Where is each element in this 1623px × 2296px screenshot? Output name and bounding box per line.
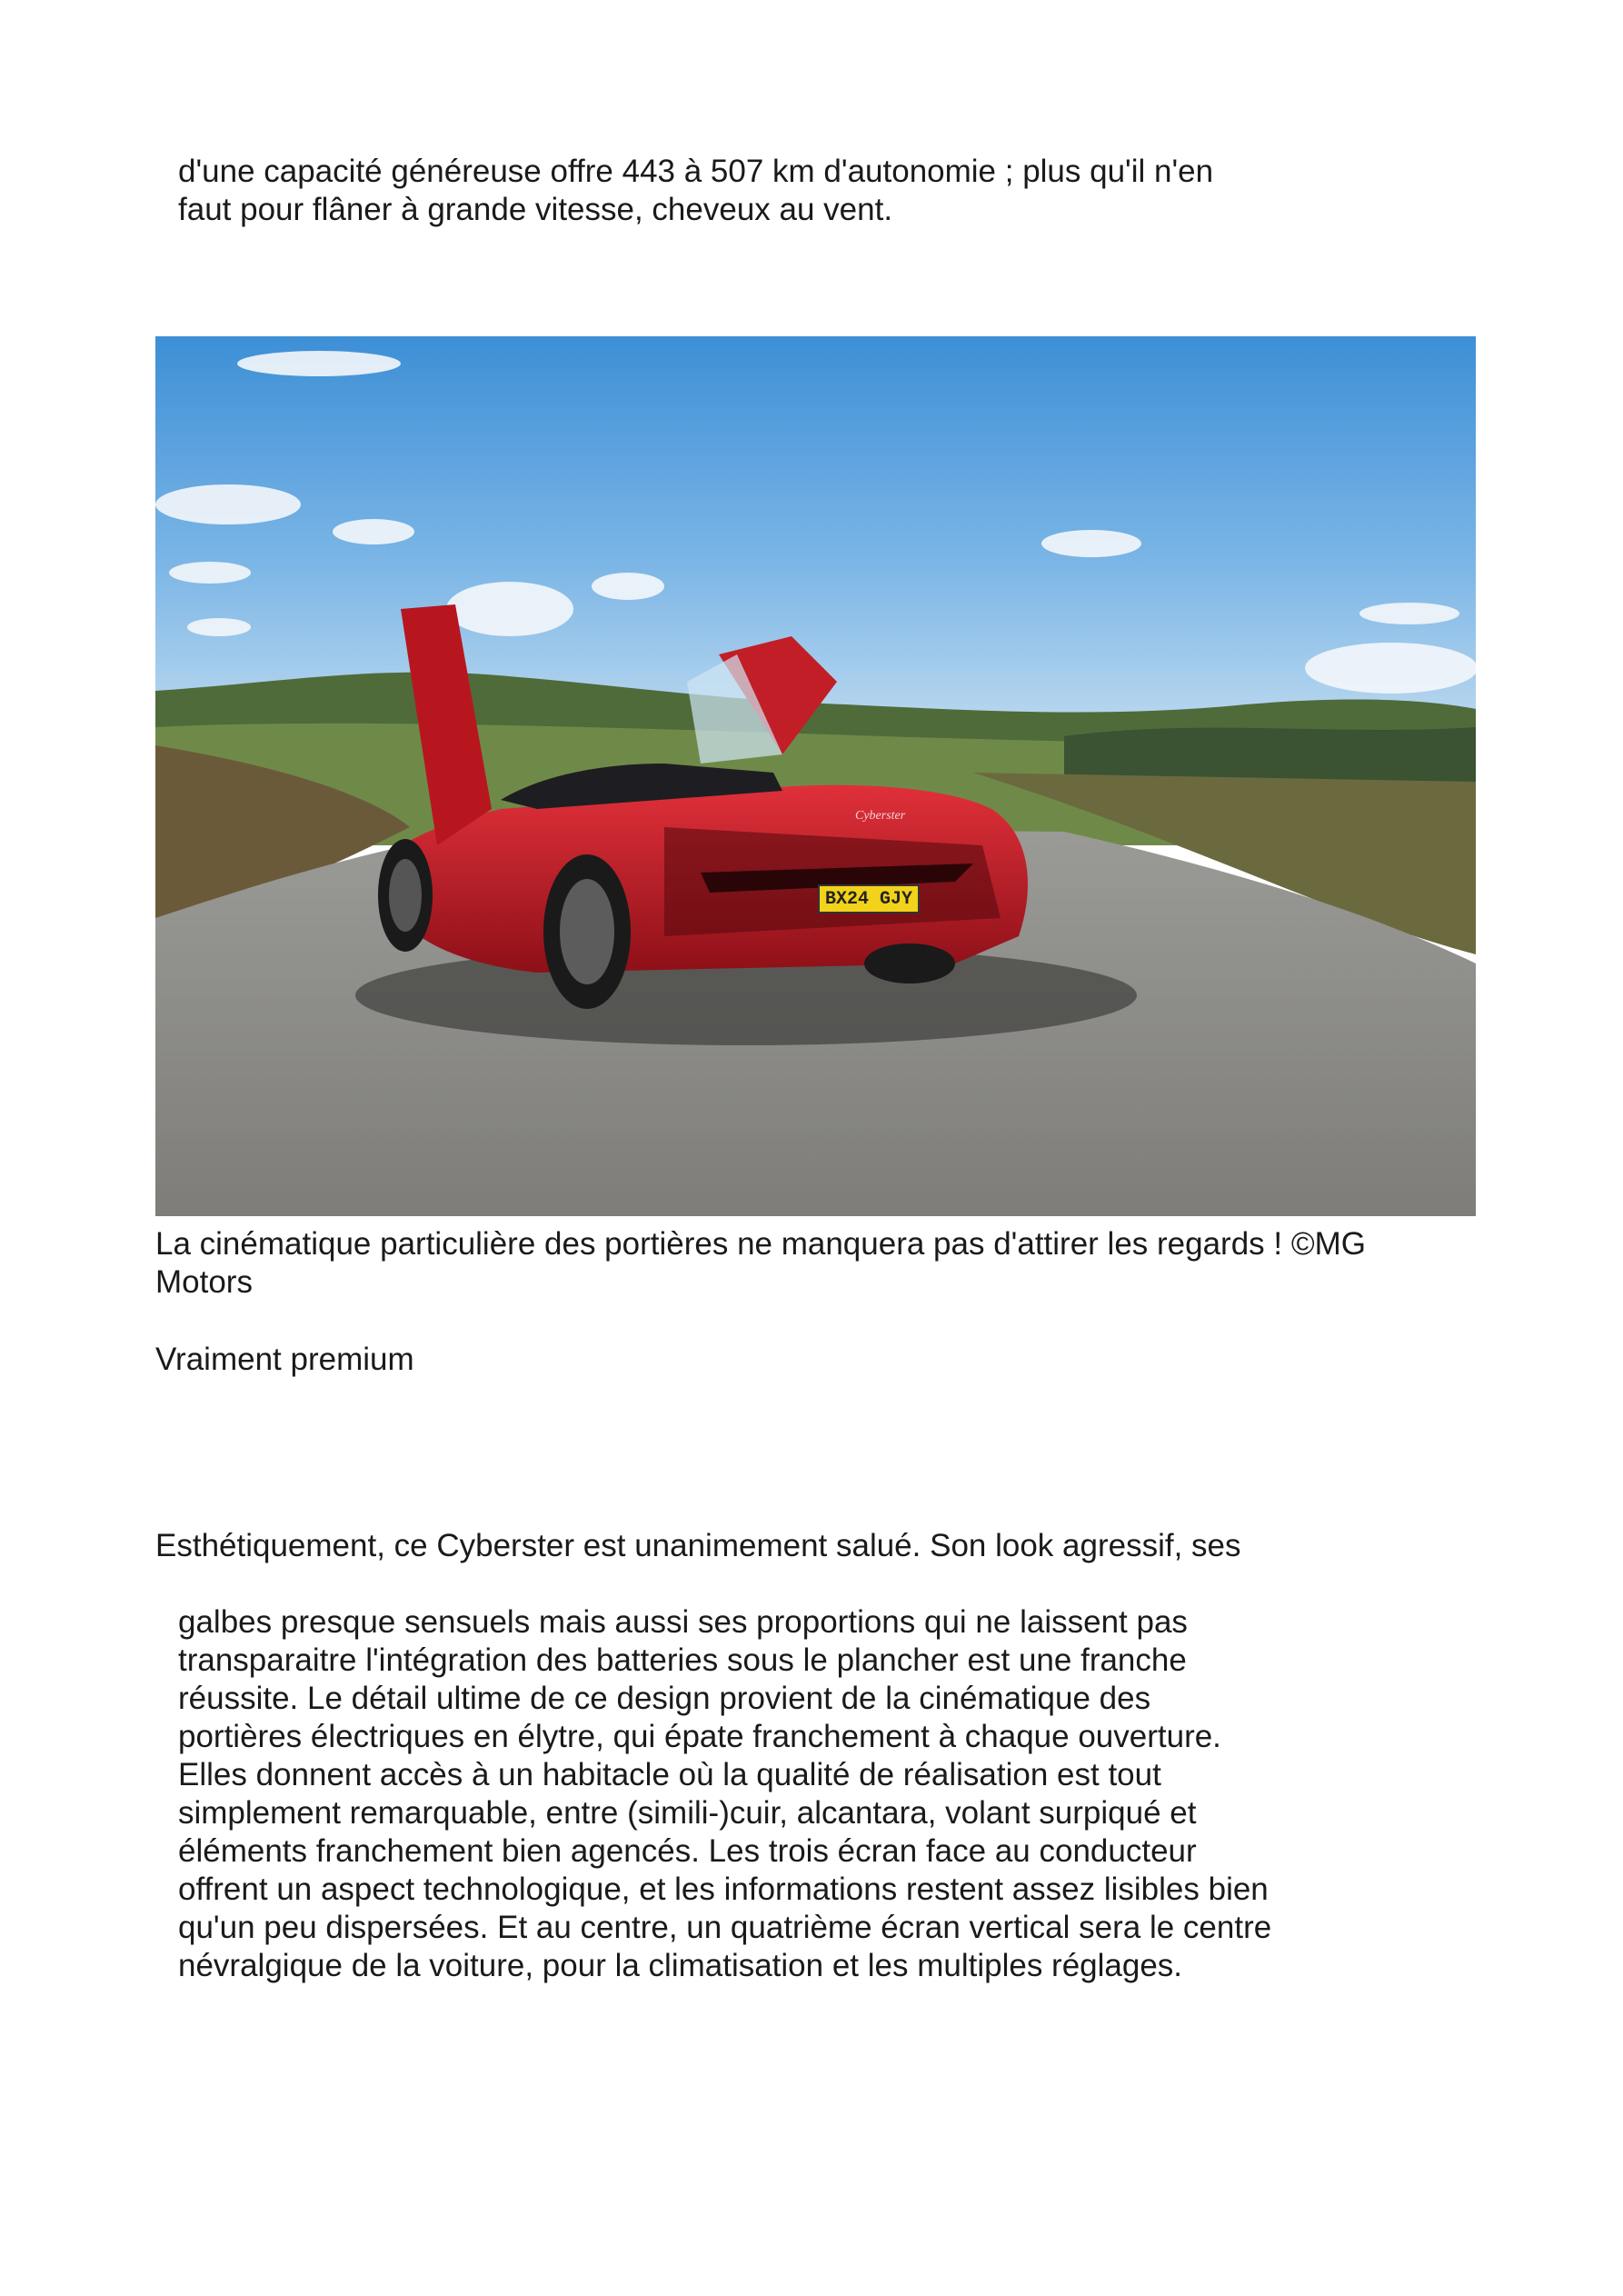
license-plate-text: BX24 GJY <box>824 889 912 910</box>
main-paragraph <box>155 1489 1337 2023</box>
section-heading: Vraiment premium <box>155 1342 414 1377</box>
photo-caption: La cinématique particulière des portières ne manquera pas d'attirer les regards ! ©MG Motors <box>155 1226 1367 1300</box>
car-photo-illustration <box>155 336 1476 1216</box>
main-paragraph-first-line: Esthétiquement, ce Cyberster est unanimement salué. Son look agressif, ses <box>155 1528 1241 1563</box>
car-badge-text: Cyberster <box>855 809 906 823</box>
car-photo <box>155 336 1476 1216</box>
intro-paragraph: d'une capacité généreuse offre 443 à 507 km d'autonomie ; plus qu'il n'en faut pour flâner à grande vitesse, cheveux au vent. <box>178 154 1214 227</box>
main-paragraph-body: galbes presque sensuels mais aussi ses proportions qui ne laissent pas transparaitre l'intégration des batteries sous le plancher est une franche réussite. Le détail ultime de ce design provient de la cinématique des portières électriques en élytre, qui épate franchement à chaque ouverture. Elles donnent accès à un habitacle où la qualité de réalisation est tout simplement remarquable, entre (simili-)cuir, alcantara, volant surpiqué et éléments franchement bien agencés. Les trois écran face au conducteur offrent un aspect technologique, et les informations restent assez lisibles bien qu'un peu dispersées. Et au centre, un quatrième écran vertical sera le centre névralgique de la voiture, pour la climatisation et les multiples réglages. <box>178 1604 1272 1983</box>
